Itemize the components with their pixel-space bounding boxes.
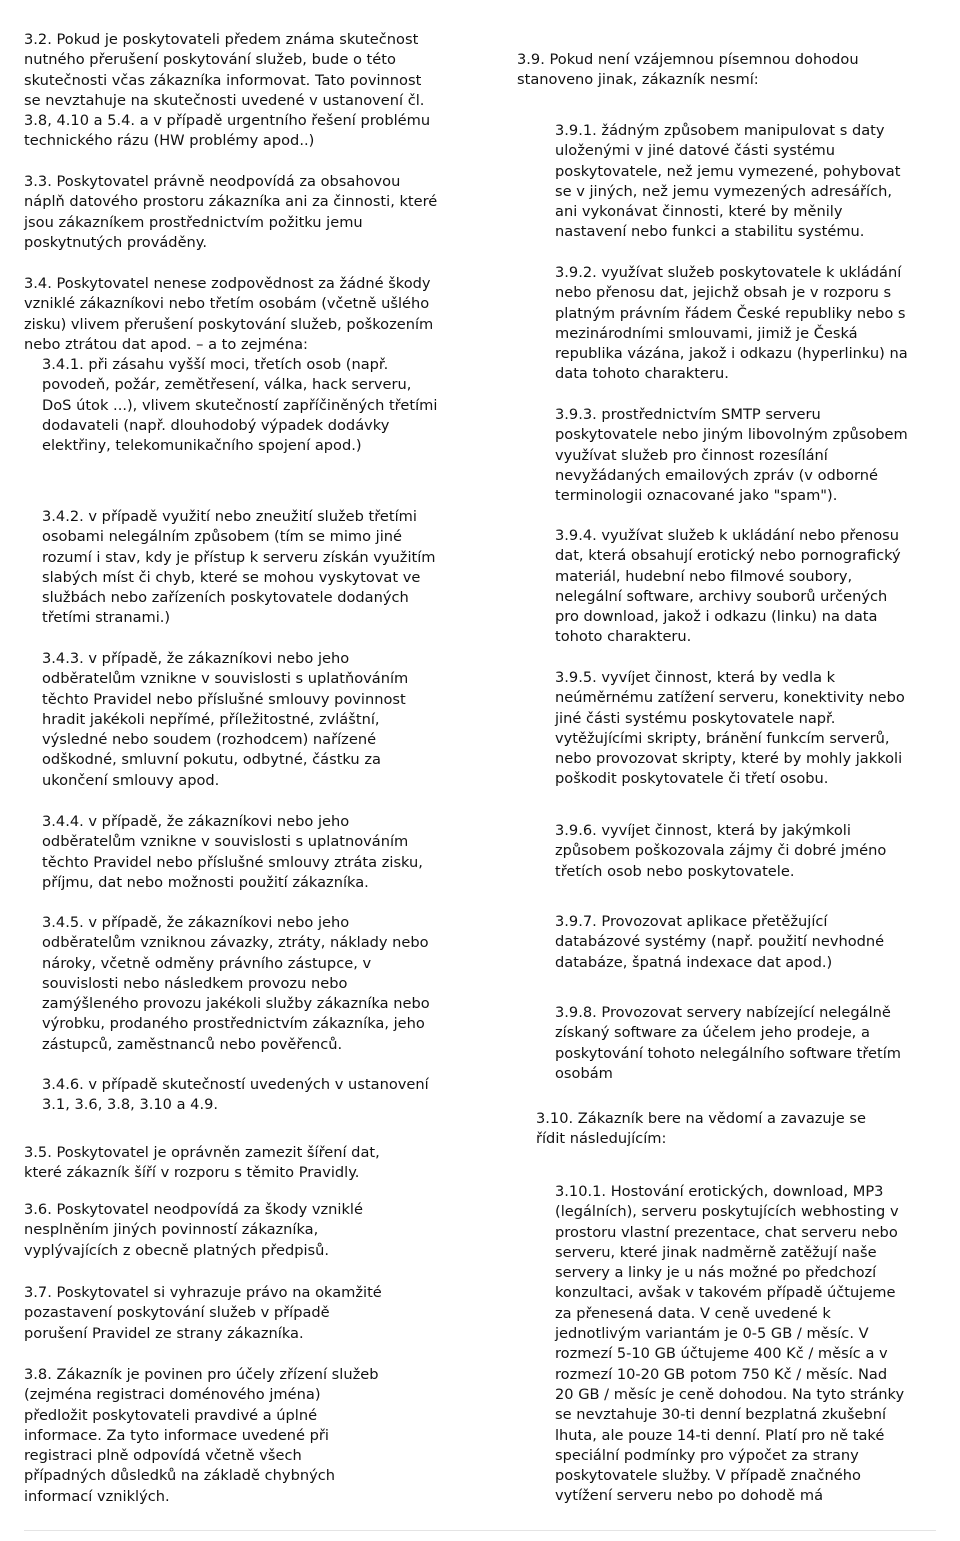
paragraph-p3-4 bbox=[24, 274, 446, 355]
paragraph-p3-9-7 bbox=[555, 912, 935, 973]
text-line: pro download, jakož i odkazu (linku) na data bbox=[555, 608, 878, 626]
text-line: předložit poskytovateli pravdivé a úplné bbox=[24, 1406, 318, 1424]
page-bottom-divider bbox=[24, 1530, 936, 1531]
text-line: využívat služeb pro činnost rozesílání bbox=[555, 446, 828, 464]
text-line: stanoveno jinak, zákazník nesmí: bbox=[517, 71, 759, 89]
text-line: nebo ztrátou dat apod. – a to zejména: bbox=[24, 335, 308, 353]
text-line: nevyžádaných emailových zpráv (v odborné bbox=[555, 466, 878, 484]
text-line: 3.3. Poskytovatel právně neodpovídá za obsahovou bbox=[24, 173, 401, 190]
text-line: skutečnosti včas zákazníka informovat. Tato povinnost bbox=[24, 71, 422, 89]
text-line: tohoto charakteru. bbox=[555, 628, 692, 646]
text-line: těchto Pravidel nebo příslušné smlouvy ztráta zisku, bbox=[42, 853, 423, 871]
text-line: uloženými v jiné datové části systému bbox=[555, 142, 836, 160]
paragraph-p3-7 bbox=[24, 1283, 424, 1344]
text-line: 3.1, 3.6, 3.8, 3.10 a 4.9. bbox=[42, 1096, 219, 1114]
text-line: 3.9.3. prostřednictvím SMTP serveru bbox=[555, 406, 821, 423]
text-line: konzultaci, avšak v takovém případě účtujeme bbox=[555, 1284, 896, 1302]
text-line: vyplývajících z obecně platných předpisů. bbox=[24, 1241, 330, 1259]
text-line: 3.6. Poskytovatel neodpovídá za škody vzniklé bbox=[24, 1201, 363, 1218]
text-line: rozmezí 10-20 GB potom 750 Kč / měsíc. Nad bbox=[555, 1365, 888, 1383]
text-line: způsobem poškozovala zájmy či dobré jméno bbox=[555, 842, 887, 860]
text-line: 3.9.6. vyvíjet činnost, která by jakýmkoli bbox=[555, 822, 851, 839]
text-line: odškodné, smluvní pokutu, odbytné, částku za bbox=[42, 751, 381, 769]
text-line: registraci plně odpovídá včetně všech bbox=[24, 1447, 302, 1465]
text-line: rozmezí 5-10 GB účtujeme 400 Kč / měsíc a v bbox=[555, 1345, 888, 1363]
text-line: 3.5. Poskytovatel je oprávněn zamezit šíření dat, bbox=[24, 1144, 380, 1161]
text-line: se v jiných, než jemu vymezených adresářích, bbox=[555, 182, 892, 200]
text-line: 3.4. Poskytovatel nenese zodpovědnost za žádné škody bbox=[24, 275, 431, 292]
paragraph-p3-3 bbox=[24, 172, 444, 253]
text-line: rozumí i stav, kdy je přístup k serveru získán využitím bbox=[42, 548, 436, 566]
text-line: 3.9.2. využívat služeb poskytovatele k ukládání bbox=[555, 264, 902, 281]
text-line: příjmu, dat nebo možnosti použití zákazníka. bbox=[42, 873, 369, 891]
text-line: databáze, špatná indexace dat apod.) bbox=[555, 953, 833, 971]
paragraph-p3-9-2 bbox=[555, 263, 935, 385]
paragraph-p3-6 bbox=[24, 1200, 424, 1261]
text-line: 3.4.1. při zásahu vyšší moci, třetích osob (např. bbox=[42, 356, 389, 373]
text-line: databázové systémy (např. použití nevhodné bbox=[555, 933, 885, 951]
text-line: jsou zákazníkem prostřednictvím požitku jemu bbox=[24, 213, 363, 231]
text-line: porušení Pravidel ze strany zákazníka. bbox=[24, 1324, 304, 1342]
paragraph-p3-4-2 bbox=[42, 507, 444, 629]
text-line: poškodit poskytovatele či třetí osobu. bbox=[555, 770, 829, 788]
text-line: nebo provozovat skripty, které by mohly jakkoli bbox=[555, 750, 903, 768]
text-line: 3.8. Zákazník je povinen pro účely zřízení služeb bbox=[24, 1366, 379, 1383]
text-line: 3.9.4. využívat služeb k ukládání nebo přenosu bbox=[555, 527, 899, 544]
text-line: terminologii oznacované jako "spam"). bbox=[555, 487, 838, 505]
text-line: slabých míst či chyb, které se mohou vyskytovat ve bbox=[42, 568, 421, 586]
paragraph-p3-4-3 bbox=[42, 649, 444, 791]
text-line: neúměrnému zatížení serveru, konektivity nebo bbox=[555, 689, 905, 707]
text-line: 3.9.8. Provozovat servery nabízející nelegálně bbox=[555, 1004, 891, 1021]
text-line: odběratelům vzniknou závazky, ztráty, náklady nebo bbox=[42, 934, 429, 952]
text-line: data tohoto charakteru. bbox=[555, 365, 729, 383]
text-line: souvislosti nebo následkem provozu nebo bbox=[42, 974, 348, 992]
text-line: vzniklé zákazníkovi nebo třetím osobám (včetně ušlého bbox=[24, 295, 430, 313]
text-line: třetích osob nebo poskytovatele. bbox=[555, 862, 795, 880]
text-line: elektřiny, telekomunikačního spojení apod.) bbox=[42, 437, 362, 455]
text-line: 20 GB / měsíc je ceně dohodou. Na tyto stránky bbox=[555, 1385, 905, 1403]
text-line: 3.4.6. v případě skutečností uvedených v ustanovení bbox=[42, 1076, 429, 1093]
text-line: nesplněním jiných povinností zákazníka, bbox=[24, 1221, 319, 1239]
text-line: povodeň, požár, zemětřesení, válka, hack serveru, bbox=[42, 376, 412, 394]
text-line: výsledné nebo soudem (rozhodcem) nařízené bbox=[42, 731, 377, 749]
text-line: poskytovatele služby. V případě značného bbox=[555, 1467, 861, 1485]
text-line: získaný software za účelem jeho prodeje, a bbox=[555, 1024, 870, 1042]
text-line: poskytovatele, než jemu vymezené, pohybovat bbox=[555, 162, 901, 180]
paragraph-p3-9-8 bbox=[555, 1003, 935, 1084]
text-line: odběratelům vznikne v souvislosti s uplatnováním bbox=[42, 833, 409, 851]
text-line: nelegální software, archivy souborů určených bbox=[555, 587, 888, 605]
paragraph-p3-5 bbox=[24, 1143, 424, 1184]
paragraph-p3-4-1 bbox=[42, 355, 444, 456]
paragraph-p3-4-6 bbox=[42, 1075, 444, 1116]
text-line: náplň datového prostoru zákazníka ani za činnosti, které bbox=[24, 193, 438, 211]
text-line: servery a linky je u nás možné po předchozí bbox=[555, 1264, 877, 1282]
paragraph-p3-9 bbox=[517, 50, 917, 91]
paragraph-p3-9-6 bbox=[555, 821, 935, 882]
text-line: platným právním řádem České republiky nebo s bbox=[555, 304, 906, 322]
paragraph-p3-9-5 bbox=[555, 668, 935, 790]
text-line: poskytování tohoto nelegálního software třetím bbox=[555, 1044, 901, 1062]
text-line: prostoru vlastní prezentace, chat serveru nebo bbox=[555, 1223, 898, 1241]
text-line: těchto Pravidel nebo příslušné smlouvy povinnost bbox=[42, 690, 406, 708]
text-line: za přenesená data. V ceně uvedené k bbox=[555, 1304, 831, 1322]
text-line: 3.8, 4.10 a 5.4. a v případě urgentního řešení problému bbox=[24, 112, 431, 130]
text-line: vytížení serveru nebo po dohodě má bbox=[555, 1487, 824, 1505]
text-line: se nevztahuje na skutečnosti uvedené v ustanovení čl. bbox=[24, 91, 425, 109]
text-line: speciální podmínky pro výpočet za strany bbox=[555, 1446, 859, 1464]
text-line: 3.9.5. vyvíjet činnost, která by vedla k bbox=[555, 669, 836, 686]
text-line: případných důsledků na základě chybných bbox=[24, 1467, 335, 1485]
paragraph-p3-10-1 bbox=[555, 1182, 940, 1507]
text-line: 3.10.1. Hostování erotických, download, MP3 bbox=[555, 1183, 884, 1200]
text-line: výrobku, prodaného prostřednictvím zákazníka, jeho bbox=[42, 1015, 425, 1033]
text-line: hradit jakékoli nepřímé, příležitostné, zvláštní, bbox=[42, 710, 380, 728]
text-line: 3.2. Pokud je poskytovateli předem známa skutečnost bbox=[24, 31, 419, 48]
text-line: které zákazník šíří v rozporu s těmito Pravidly. bbox=[24, 1164, 360, 1182]
text-line: lhuta, ale pouze 14-ti denní. Platí pro ně také bbox=[555, 1426, 885, 1444]
text-line: dodavateli (např. dlouhodobý výpadek dodávky bbox=[42, 416, 390, 434]
text-line: zástupců, zaměstnanců nebo pověřenců. bbox=[42, 1035, 343, 1053]
text-line: 3.7. Poskytovatel si vyhrazuje právo na okamžité bbox=[24, 1284, 382, 1301]
text-line: 3.9.1. žádným způsobem manipulovat s daty bbox=[555, 122, 885, 139]
text-line: osobám bbox=[555, 1064, 613, 1082]
text-line: (legálních), serveru poskytujících webhosting v bbox=[555, 1203, 899, 1221]
text-line: osobami nelegálním způsobem (tím se mimo jiné bbox=[42, 528, 402, 546]
text-line: odběratelům vznikne v souvislosti s uplatňováním bbox=[42, 670, 409, 688]
text-line: poskytnutých prováděny. bbox=[24, 233, 207, 251]
text-line: 3.4.3. v případě, že zákazníkovi nebo jeho bbox=[42, 650, 350, 667]
text-line: nastavení nebo funkci a stabilitu systému. bbox=[555, 223, 865, 241]
paragraph-p3-4-5 bbox=[42, 913, 444, 1055]
paragraph-p3-9-4 bbox=[555, 526, 935, 648]
text-line: 3.9. Pokud není vzájemnou písemnou dohodou bbox=[517, 51, 859, 68]
paragraph-p3-9-1 bbox=[555, 121, 935, 243]
text-line: technického rázu (HW problémy apod..) bbox=[24, 132, 315, 150]
text-line: 3.4.5. v případě, že zákazníkovi nebo jeho bbox=[42, 914, 350, 931]
paragraph-p3-10 bbox=[536, 1109, 936, 1150]
text-line: 3.10. Zákazník bere na vědomí a zavazuje se bbox=[536, 1110, 866, 1127]
text-line: (zejména registraci doménového jména) bbox=[24, 1386, 321, 1404]
paragraph-p3-4-4 bbox=[42, 812, 444, 893]
text-line: ukončení smlouvy apod. bbox=[42, 771, 220, 789]
text-line: mezinárodními smlouvami, jimiž je Česká bbox=[555, 324, 858, 342]
text-line: řídit následujícím: bbox=[536, 1130, 667, 1148]
text-line: jednotlivým variantám je 0-5 GB / měsíc. V bbox=[555, 1325, 869, 1343]
text-line: republika vázána, jakož i odkazu (hyperlinku) na bbox=[555, 345, 908, 363]
text-line: nároky, včetně odměny právního zástupce, v bbox=[42, 954, 372, 972]
text-line: službách nebo zařízeních poskytovatele dodaných bbox=[42, 589, 409, 607]
text-line: zisku) vlivem přerušení poskytování služeb, poškozením bbox=[24, 315, 434, 333]
text-line: informací vzniklých. bbox=[24, 1487, 170, 1505]
text-line: 3.4.4. v případě, že zákazníkovi nebo jeho bbox=[42, 813, 350, 830]
text-line: dat, která obsahují erotický nebo pornografický bbox=[555, 547, 901, 565]
text-line: se nevztahuje 30-ti denní bezplatná zkušební bbox=[555, 1406, 887, 1424]
paragraph-p3-2 bbox=[24, 30, 431, 152]
paragraph-p3-8 bbox=[24, 1365, 424, 1507]
text-line: 3.9.7. Provozovat aplikace přetěžující bbox=[555, 913, 828, 930]
text-line: nebo přenosu dat, jejichž obsah je v rozporu s bbox=[555, 284, 892, 302]
text-line: DoS útok ...), vlivem skutečností zapříčiněných třetími bbox=[42, 396, 438, 414]
text-line: třetími stranami.) bbox=[42, 609, 171, 627]
text-line: serveru, které jinak nadměrně zatěžují naše bbox=[555, 1243, 877, 1261]
text-line: vytěžujícími skripty, bránění funkcím serverů, bbox=[555, 729, 890, 747]
text-line: pozastavení poskytování služeb v případě bbox=[24, 1304, 330, 1322]
paragraph-p3-9-3 bbox=[555, 405, 935, 506]
text-line: zamýšleného provozu jakékoli služby zákazníka nebo bbox=[42, 995, 430, 1013]
text-line: materiál, hudební nebo filmové soubory, bbox=[555, 567, 853, 585]
text-line: poskytovatele nebo jiným libovolným způsobem bbox=[555, 426, 908, 444]
text-line: 3.4.2. v případě využití nebo zneužití služeb třetími bbox=[42, 508, 417, 525]
text-line: informace. Za tyto informace uvedené při bbox=[24, 1426, 329, 1444]
text-line: ani vykonávat činnosti, které by měnily bbox=[555, 203, 843, 221]
text-line: nutného přerušení poskytování služeb, bude o této bbox=[24, 51, 396, 69]
text-line: jiné části systému poskytovatele např. bbox=[555, 709, 836, 727]
